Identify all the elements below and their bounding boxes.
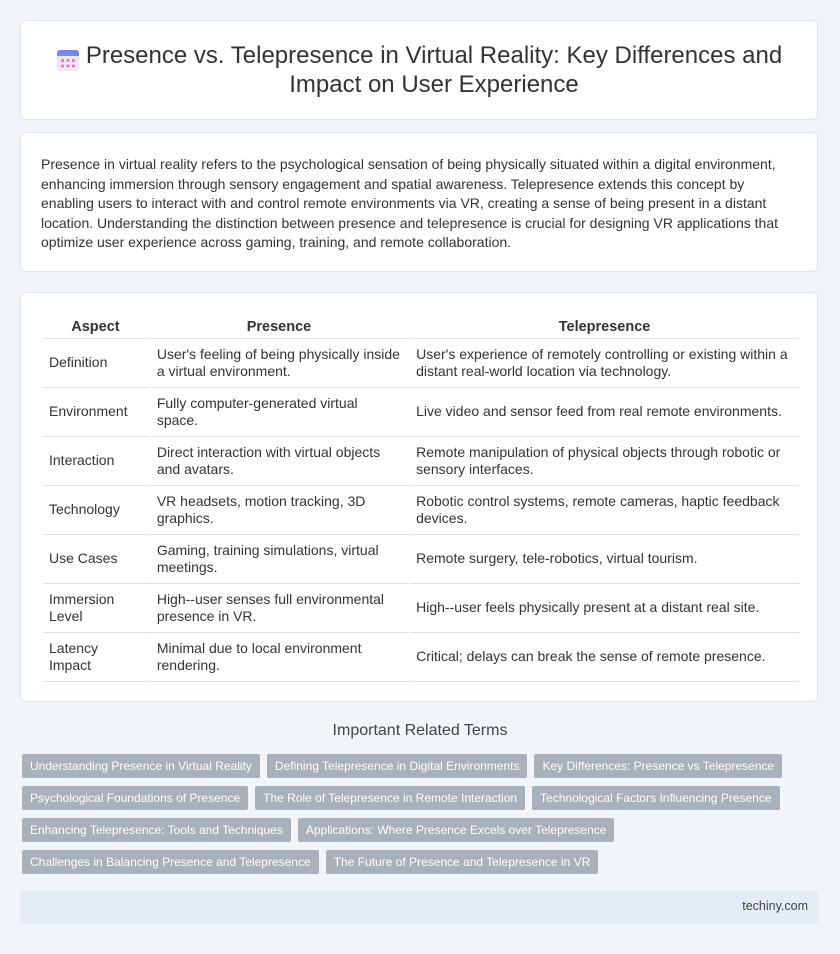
cell-aspect: Technology bbox=[43, 486, 151, 535]
related-term-link[interactable]: Psychological Foundations of Presence bbox=[22, 786, 248, 810]
tag-row bbox=[22, 850, 812, 874]
table-row bbox=[43, 633, 799, 682]
cell-telepresence: User's experience of remotely controlling or existing within a distant real-world location via technology. bbox=[410, 339, 799, 388]
related-term-link[interactable]: Enhancing Telepresence: Tools and Techniques bbox=[22, 818, 291, 842]
cell-telepresence: Live video and sensor feed from real remote environments. bbox=[410, 388, 799, 437]
cell-aspect: Interaction bbox=[43, 437, 151, 486]
table-row bbox=[43, 584, 799, 633]
cell-presence: High--user senses full environmental presence in VR. bbox=[151, 584, 410, 633]
cell-presence: Direct interaction with virtual objects and avatars. bbox=[151, 437, 410, 486]
cell-aspect: Latency Impact bbox=[43, 633, 151, 682]
page-title: Presence vs. Telepresence in Virtual Reality: Key Differences and Impact on User Experience bbox=[85, 42, 783, 98]
cell-telepresence: High--user feels physically present at a distant real site. bbox=[410, 584, 799, 633]
tag-row bbox=[22, 786, 812, 810]
table-row bbox=[43, 535, 799, 584]
cell-presence: Fully computer-generated virtual space. bbox=[151, 388, 410, 437]
cell-aspect: Definition bbox=[43, 339, 151, 388]
related-term-link[interactable]: Understanding Presence in Virtual Reality bbox=[22, 754, 260, 778]
related-terms-list bbox=[22, 754, 812, 882]
cell-presence: User's feeling of being physically inside a virtual environment. bbox=[151, 339, 410, 388]
related-term-link[interactable]: Defining Telepresence in Digital Environments bbox=[267, 754, 528, 778]
intro-card bbox=[20, 132, 818, 272]
cell-telepresence: Remote manipulation of physical objects through robotic or sensory interfaces. bbox=[410, 437, 799, 486]
table-row bbox=[43, 339, 799, 388]
tag-row bbox=[22, 754, 812, 778]
intro-paragraph: Presence in virtual reality refers to the psychological sensation of being physically situated within a digital environment, enhancing immersion through sensory engagement and spatial awareness. Telepresence extends this concept by enabling users to interact with and control remote environments via VR, creating a sense of being present in a distant location. Understanding the distinction between presence and telepresence is crucial for designing VR applications that optimize user experience across gaming, training, and remote collaboration. bbox=[41, 156, 779, 250]
header-aspect: Aspect bbox=[43, 316, 151, 339]
related-terms-heading: Important Related Terms bbox=[332, 722, 508, 739]
related-term-link[interactable]: Applications: Where Presence Excels over Telepresence bbox=[298, 818, 615, 842]
comparison-table-card bbox=[20, 292, 818, 702]
cell-presence: Gaming, training simulations, virtual meetings. bbox=[151, 535, 410, 584]
table-row bbox=[43, 388, 799, 437]
tag-row bbox=[22, 818, 812, 842]
cell-telepresence: Robotic control systems, remote cameras, haptic feedback devices. bbox=[410, 486, 799, 535]
header-presence: Presence bbox=[151, 316, 410, 339]
table-row bbox=[43, 486, 799, 535]
header-telepresence: Telepresence bbox=[410, 316, 799, 339]
related-term-link[interactable]: Challenges in Balancing Presence and Telepresence bbox=[22, 850, 319, 874]
related-term-link[interactable]: Technological Factors Influencing Presence bbox=[532, 786, 779, 810]
cell-telepresence: Remote surgery, tele-robotics, virtual tourism. bbox=[410, 535, 799, 584]
cell-aspect: Use Cases bbox=[43, 535, 151, 584]
table-row bbox=[43, 437, 799, 486]
cell-aspect: Environment bbox=[43, 388, 151, 437]
header-card bbox=[20, 20, 818, 120]
related-term-link[interactable]: The Future of Presence and Telepresence in VR bbox=[326, 850, 599, 874]
footer bbox=[20, 890, 818, 924]
table-header-row bbox=[43, 316, 799, 339]
cell-presence: Minimal due to local environment rendering. bbox=[151, 633, 410, 682]
footer-site-link[interactable]: techiny.com bbox=[742, 899, 808, 913]
cell-telepresence: Critical; delays can break the sense of remote presence. bbox=[410, 633, 799, 682]
comparison-table bbox=[43, 316, 799, 682]
related-term-link[interactable]: The Role of Telepresence in Remote Interaction bbox=[255, 786, 525, 810]
cell-presence: VR headsets, motion tracking, 3D graphics. bbox=[151, 486, 410, 535]
cell-aspect: Immersion Level bbox=[43, 584, 151, 633]
related-term-link[interactable]: Key Differences: Presence vs Telepresence bbox=[534, 754, 782, 778]
